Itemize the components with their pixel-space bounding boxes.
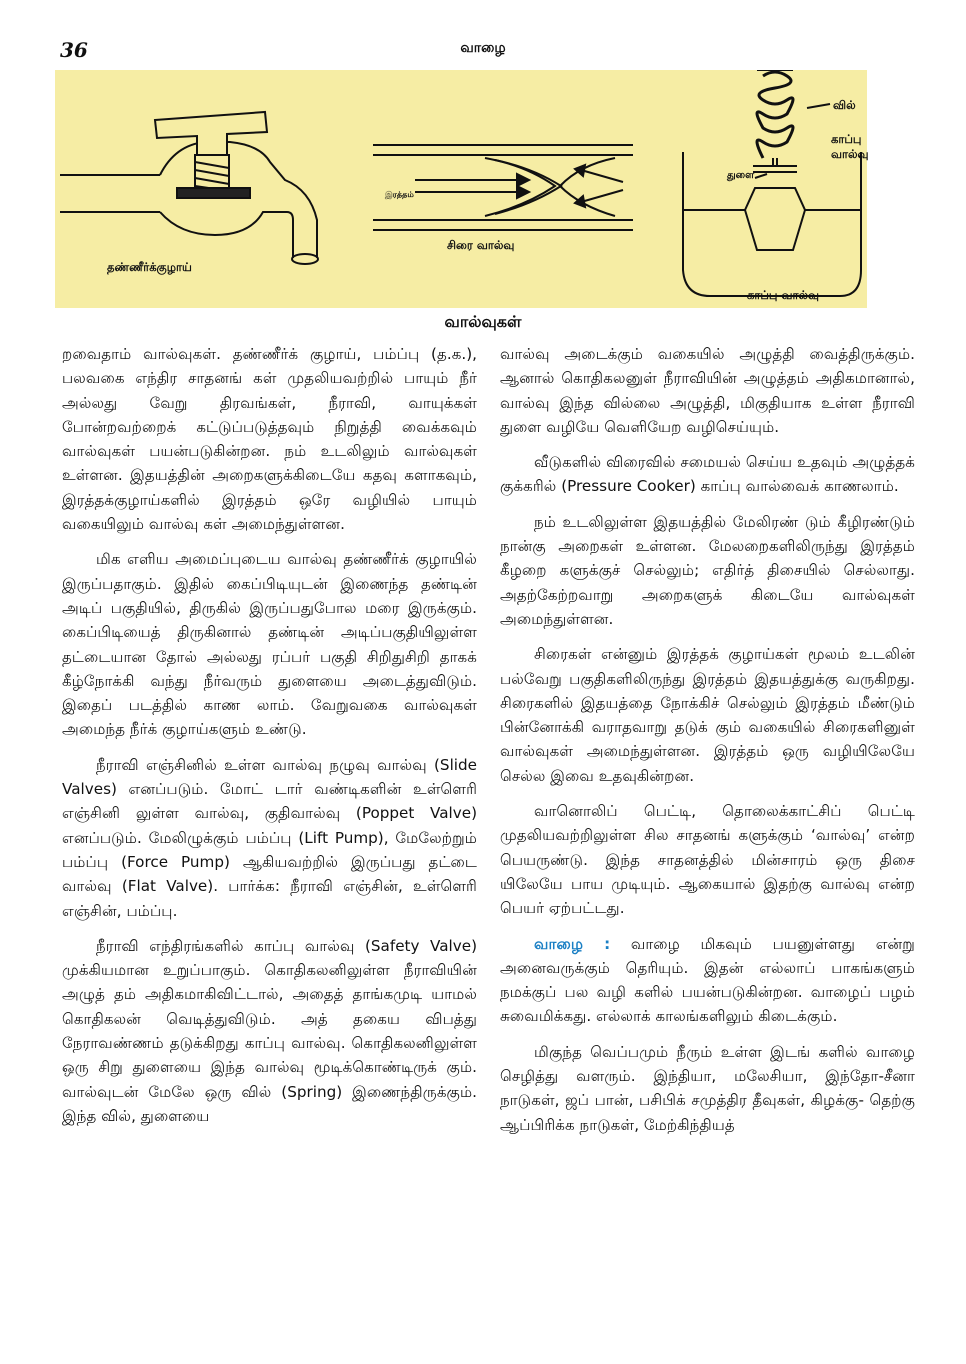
paragraph: நீராவி எஞ்சினில் உள்ள வால்வு நழுவு வால்வு (Slide Valves) எனப்படும். மோட் டார் வண்டிகளின் உள்ளெரி எஞ்சினி லுள்ள வால்வு, குதிவால்வு (Poppet Valve) எனப்படும். மேலிழுக்கும் பம்ப்பு (Lift Pump), மேலேற்றும் பம்ப்பு (Force Pump) ஆகியவற்றில் இருப்பது தட்டை வால்வு (Flat Valve). பார்க்க: நீராவி எஞ்சின், உள்ளெரி எஞ்சின், பம்ப்பு. [62, 755, 477, 920]
label-spring: வில் [833, 98, 856, 112]
label-safety-valve: காப்பு வால்வு [747, 288, 820, 302]
paragraph: றவைதாம் வால்வுகள். தண்ணீர்க் குழாய், பம்ப்பு (த.க.), பலவகை எந்திர சாதனங் கள் முதலியவற்றில் பாயும் நீர் அல்லது வேறு திரவங்கள், நீராவி, வாயுக்கள் போன்றவற்றைக் கட்டுப்படுத்தவும் நிறுத்தி வைக்கவும் வால்வுகள் பயன்படுகின்றன. நம் உடலிலும் வால்வுகள் உள்ளன. இதயத்தின் அறைகளுக்கிடையே கதவு களாகவும், இரத்தக்குழாய்களில் இரத்தம் ஒரே வழியில் பாயும் வகையிலும் வால்வு கள் அமைந்துள்ளன. [62, 345, 477, 534]
label-water-tap: தண்ணீர்க்குழாய் [107, 260, 192, 274]
label-hole: துளை [727, 170, 755, 181]
page-number: 36 [60, 38, 88, 62]
paragraph: வால்வு அடைக்கும் வகையில் அழுத்தி வைத்திருக்கும். ஆனால் கொதிகலனுள் நீராவியின் அழுத்தம் அதிகமானால், வால்வு இந்த வில்லை அழுத்தி, மிகுதியாக உள்ள நீராவி துளை வழியே வெளியேற வழிசெய்யும். [500, 345, 915, 436]
entry-body: வாழை மிகவும் பயனுள்ளது என்று அனைவருக்கும் தெரியும். இதன் எல்லாப் பாகங்களும் நமக்குப் பல வழி களில் பயன்படுகின்றன. வாழைப் பழம் சுவைமிக்கது. எல்லாக் காலங்களிலும் கிடைக்கும். [500, 934, 915, 1026]
figure-caption: வால்வுகள் [444, 312, 522, 331]
left-column [62, 342, 477, 1139]
vein-valve-drawing [373, 145, 633, 230]
valves-figure [55, 70, 867, 308]
water-tap-drawing [60, 112, 318, 264]
paragraph: வானொலிப் பெட்டி, தொலைக்காட்சிப் பெட்டி முதலியவற்றிலுள்ள சில சாதனங் களுக்கும் ‘வால்வு’ என்ற பெயருண்டு. இந்த சாதனத்தில் மின்சாரம் ஒரு திசை யிலேயே பாய முடியும். ஆகையால் இதற்கு வால்வு என்ற பெயர் ஏற்பட்டது. [500, 802, 915, 918]
entry-paragraph [500, 932, 915, 1029]
right-column [500, 342, 915, 1148]
label-safety-valve-bottom: வால்வு [831, 147, 869, 161]
label-vein-valve: சிரை வால்வு [447, 238, 515, 252]
paragraph: மிக எளிய அமைப்புடைய வால்வு தண்ணீர்க் குழாயில் இருப்பதாகும். இதில் கைப்பிடியுடன் இணைந்த தண்டின் அடிப் பகுதியில், திருகில் இருப்பதுபோல மரை இருக்கும். கைப்பிடியைத் திருகினால் தண்டின் அடிப்பகுதியிலுள்ள தட்டையான தோல் அல்லது ரப்பர் பகுதி சிறிதுசிறி தாகக் கீழ்நோக்கி வந்து நீர்வரும் துளையை அடைத்துவிடும். இதைப் படத்தில் காண லாம். வேறுவகை வால்வுகள் அமைந்த நீர்க் குழாய்களும் உண்டு. [62, 550, 477, 739]
label-blood: இரத்தம் [385, 190, 414, 199]
paragraph: நீராவி எந்திரங்களில் காப்பு வால்வு (Safety Valve) முக்கியமான உறுப்பாகும். கொதிகலனிலுள்ள நீராவியின் அழுத் தம் அதிகமாகிவிட்டால், அதைத் தாங்கமுடி யாமல் கொதிகலன் வெடித்துவிடும். அத் தகைய விபத்து நேராவண்ணம் தடுக்கிறது காப்பு வால்வு. கொதிகலனிலுள்ள ஒரு சிறு துளையை இந்த வால்வு மூடிக்கொண்டிருக் கும். வால்வுடன் மேலே ஒரு வில் (Spring) இணைந்திருக்கும். இந்த வில், துளையை [62, 936, 477, 1125]
label-safety-valve-top: காப்பு [831, 132, 862, 146]
paragraph: மிகுந்த வெப்பமும் நீரும் உள்ள இடங் களில் வாழை செழித்து வளரும். இந்தியா, மலேசியா, இந்தோ-சீனா நாடுகள், ஜப் பான், பசிபிக் சமுத்திர தீவுகள், கிழக்கு- தெற்கு ஆப்பிரிக்க நாடுகள், மேற்கிந்தியத் [500, 1042, 915, 1134]
paragraph: வீடுகளில் விரைவில் சமையல் செய்ய உதவும் அழுத்தக் குக்கரில் (Pressure Cooker) காப்பு வால்வைக் காணலாம். [500, 453, 915, 496]
paragraph: சிரைகள் என்னும் இரத்தக் குழாய்கள் மூலம் உடலின் பல்வேறு பகுதிகளிலிருந்து இரத்தம் இதயத்துக்கு வருகிறது. சிரைகளில் இதயத்தை நோக்கிச் செல்லும் இரத்தம் மீண்டும் பின்னோக்கி வராதவாறு தடுக் கும் வகையில் சிரைகளினுள் வால்வுகள் அமைந்துள்ளன. இரத்தம் ஒரு வழியிலேயே செல்ல இவை உதவுகின்றன. [500, 645, 915, 785]
paragraph: நம் உடலிலுள்ள இதயத்தில் மேலிரண் டும் கீழிரண்டும் நான்கு அறைகள் உள்ளன. மேலறைகளிலிருந்து இரத்தம் கீழறை களுக்குச் செல்லும்; எதிர்த் திசையில் செல்லாது. அதற்கேற்றவாறு அறைகளுக் கிடையே வால்வுகள் அமைந்துள்ளன. [500, 512, 915, 628]
entry-head: வாழை : [534, 934, 611, 953]
running-title: வாழை [460, 40, 506, 56]
